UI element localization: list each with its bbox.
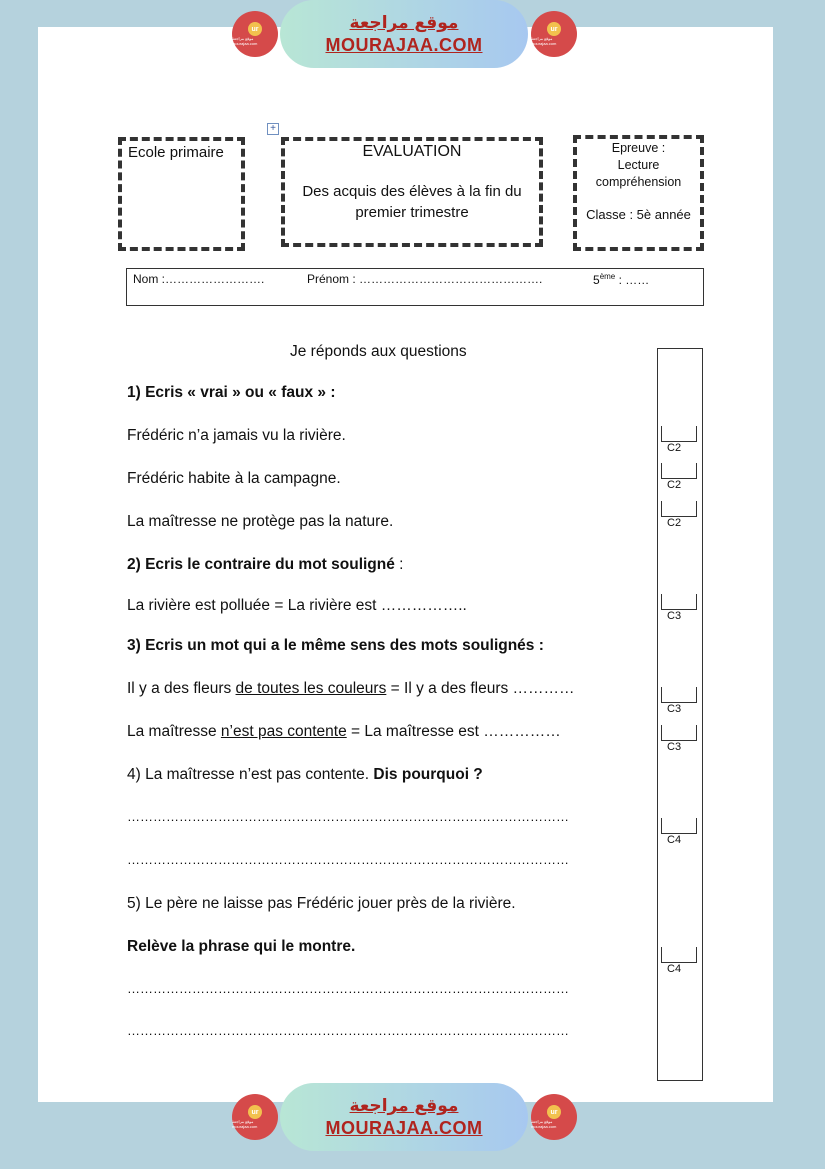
answer-line[interactable]: ………………………………………………………………………………………… [127,809,569,824]
question-4: 4) La maîtresse n’est pas contente. Dis pourquoi ? [127,766,483,783]
score-box[interactable]: C2 [661,426,697,455]
question-3-item[interactable]: La maîtresse n’est pas contente = La maîtresse est …………… [127,723,561,740]
evaluation-title: EVALUATION [362,143,462,160]
evaluation-box [281,137,543,247]
question-1-item: La maîtresse ne protège pas la nature. [127,513,394,530]
question-1-item: Frédéric n’a jamais vu la rivière. [127,427,346,444]
score-box[interactable]: C2 [661,501,697,530]
epreuve-label: Epreuve : Lecture compréhension [595,141,682,189]
watermark-banner-top[interactable] [232,0,577,70]
classe-label: Classe : 5è année [586,207,691,222]
site-logo-icon: ur موقع مراجعة mourajaa.com [232,1094,278,1140]
nom-field[interactable]: Nom :……………………. [133,272,265,286]
site-logo-icon: ur موقع مراجعة mourajaa.com [531,11,577,57]
school-label: Ecole primaire [128,144,224,161]
school-box [118,137,245,251]
answer-line[interactable]: ………………………………………………………………………………………… [127,981,569,996]
student-info-box [126,268,704,306]
question-5-instruction: Relève la phrase qui le montre. [127,938,356,955]
watermark-banner-bottom[interactable] [232,1083,577,1153]
answer-line[interactable]: ………………………………………………………………………………………… [127,1023,569,1038]
question-3-item[interactable]: Il y a des fleurs de toutes les couleurs = Il y a des fleurs ………… [127,680,575,697]
score-box[interactable]: C3 [661,594,697,623]
score-box[interactable]: C2 [661,463,697,492]
answer-line[interactable]: ………………………………………………………………………………………… [127,852,569,867]
question-1-item: Frédéric habite à la campagne. [127,470,341,487]
prenom-field[interactable]: Prénom : ………………………………………. [307,272,543,286]
score-box[interactable]: C4 [661,818,697,847]
question-1: 1) Ecris « vrai » ou « faux » : [127,384,336,401]
epreuve-box [573,135,704,251]
site-logo-icon: ur موقع مراجعة mourajaa.com [232,11,278,57]
watermark-pill[interactable] [280,1083,528,1151]
questions-heading: Je réponds aux questions [290,343,467,360]
question-5: 5) Le père ne laisse pas Frédéric jouer près de la rivière. [127,895,516,912]
question-2-item[interactable]: La rivière est polluée = La rivière est …………….. [127,597,467,614]
watermark-site-link[interactable]: MOURAJAA.COM [325,1118,483,1138]
classe-field[interactable]: 5ème : …… [593,272,650,287]
evaluation-subtitle: Des acquis des élèves à la fin du premier trimestre [302,183,522,221]
score-box[interactable]: C4 [661,947,697,976]
score-box[interactable]: C3 [661,687,697,716]
question-3: 3) Ecris un mot qui a le même sens des mots soulignés : [127,637,544,654]
watermark-arabic: موقع مراجعة [349,1096,459,1116]
watermark-arabic: موقع مراجعة [349,13,459,33]
score-box[interactable]: C3 [661,725,697,754]
site-logo-icon: ur موقع مراجعة mourajaa.com [531,1094,577,1140]
watermark-pill[interactable] [280,0,528,68]
question-2: 2) Ecris le contraire du mot souligné : [127,556,404,573]
table-move-icon[interactable]: + [267,123,279,135]
watermark-site-link[interactable]: MOURAJAA.COM [325,35,483,55]
